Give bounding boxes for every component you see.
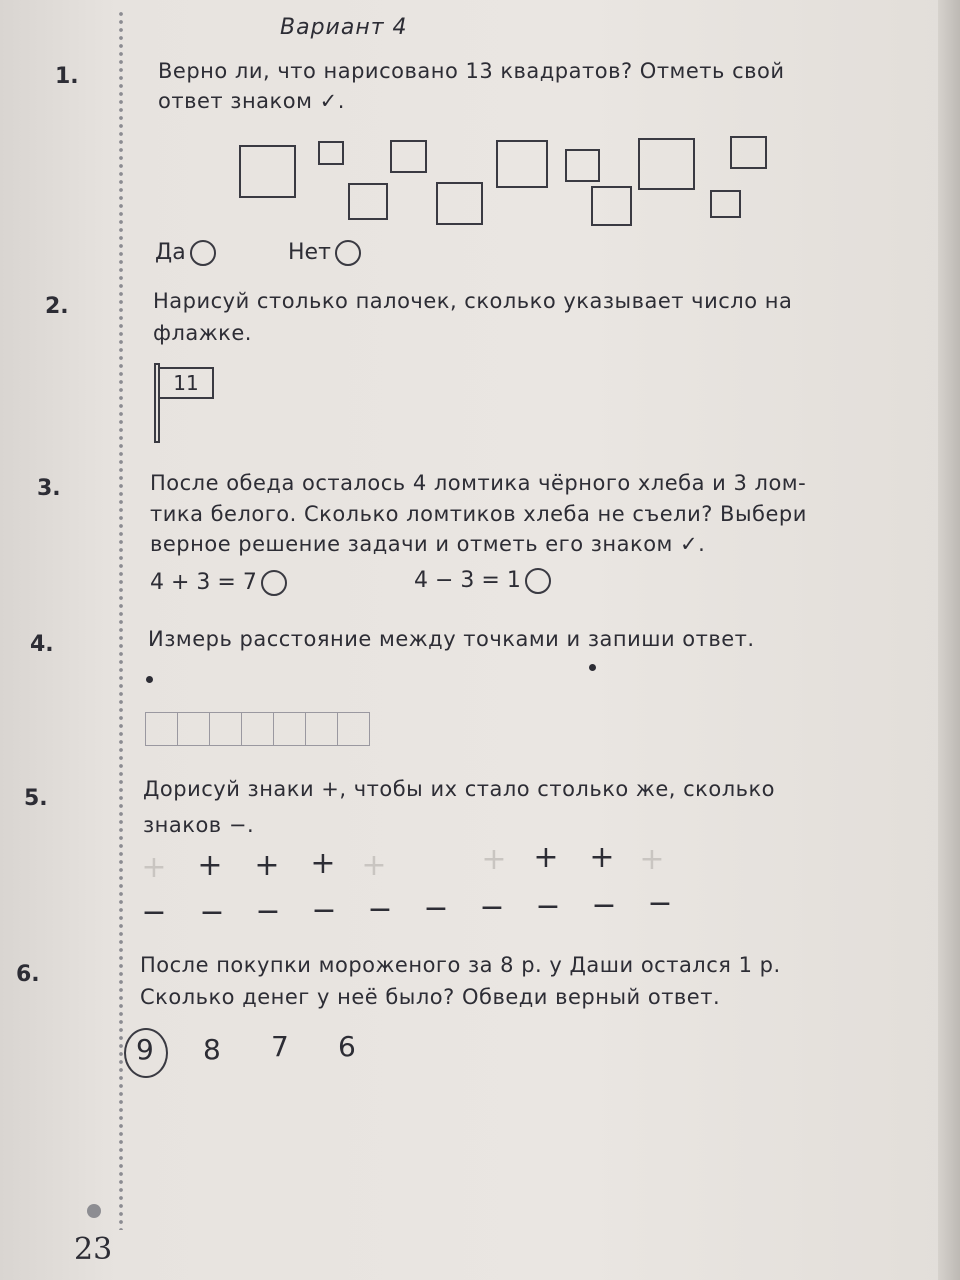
answer-cell[interactable]	[305, 712, 338, 746]
task-3-number: 3.	[37, 476, 61, 501]
square	[565, 149, 600, 182]
answer-cell[interactable]	[273, 712, 306, 746]
plus-sign-faint: +	[361, 848, 387, 883]
plus-sign-faint: +	[481, 842, 507, 877]
task-3-text-line-2: тика белого. Сколько ломтиков хлеба не съели? Выбери	[150, 502, 807, 526]
task-2-text-line-2: флажке.	[153, 321, 252, 345]
minus-sign: −	[199, 895, 225, 930]
solution-option-1-label: 4 + 3 = 7	[150, 570, 257, 595]
minus-sign: −	[311, 893, 337, 928]
task-2-number: 2.	[45, 294, 69, 319]
answer-circle[interactable]	[335, 240, 361, 266]
page-number: 23	[74, 1232, 113, 1267]
solution-option-1[interactable]	[150, 570, 287, 596]
minus-sign: −	[255, 894, 281, 929]
minus-sign: −	[367, 892, 393, 927]
task-6-text-line-2: Сколько денег у неё было? Обведи верный ответ.	[140, 985, 721, 1009]
answer-circle[interactable]	[525, 568, 551, 594]
answer-option[interactable]: 9	[136, 1033, 154, 1066]
task-2-text-line-1: Нарисуй столько палочек, сколько указывает число на	[153, 289, 793, 313]
task-1-text-line-1: Верно ли, что нарисовано 13 квадратов? Отметь свой	[158, 59, 785, 83]
plus-sign: +	[254, 848, 280, 883]
point-b	[589, 664, 596, 671]
answer-cell[interactable]	[337, 712, 370, 746]
option-no[interactable]	[288, 240, 361, 266]
task-1-number: 1.	[55, 64, 79, 89]
task-4-number: 4.	[30, 632, 54, 657]
option-yes[interactable]	[155, 240, 216, 266]
square	[239, 145, 296, 198]
task-3-text-line-3: верное решение задачи и отметь его знаком ✓.	[150, 532, 706, 556]
solution-option-2[interactable]	[414, 568, 551, 594]
square	[436, 182, 483, 225]
square	[348, 183, 388, 220]
answer-circle[interactable]	[261, 570, 287, 596]
task-6-number: 6.	[16, 962, 40, 987]
square	[638, 138, 695, 190]
answer-circle[interactable]	[190, 240, 216, 266]
page-edge	[938, 0, 960, 1280]
task-5-text-line-1: Дорисуй знаки +, чтобы их стало столько же, сколько	[143, 777, 776, 801]
plus-sign: +	[310, 846, 336, 881]
answer-cell[interactable]	[145, 712, 178, 746]
task-6-text-line-1: После покупки мороженого за 8 р. у Даши остался 1 р.	[140, 953, 781, 977]
minus-sign: −	[479, 890, 505, 925]
square	[591, 186, 632, 226]
plus-sign-faint: +	[141, 850, 167, 885]
task-5-number: 5.	[24, 786, 48, 811]
flag-number: 11	[158, 367, 214, 399]
task-5-text-line-2: знаков −.	[143, 813, 255, 837]
variant-title: Вариант 4	[280, 15, 408, 40]
point-a	[146, 676, 153, 683]
answer-cells[interactable]	[145, 712, 369, 746]
square	[318, 141, 344, 165]
answer-cell[interactable]	[241, 712, 274, 746]
plus-sign: +	[197, 848, 223, 883]
option-yes-label: Да	[155, 240, 186, 265]
task-1-text-line-2: ответ знаком ✓.	[158, 89, 345, 113]
solution-option-2-label: 4 − 3 = 1	[414, 568, 521, 593]
answer-option[interactable]: 6	[338, 1030, 356, 1063]
option-no-label: Нет	[288, 240, 331, 265]
minus-sign: −	[591, 888, 617, 923]
square	[730, 136, 767, 169]
answer-cell[interactable]	[209, 712, 242, 746]
square	[496, 140, 548, 188]
plus-sign: +	[589, 840, 615, 875]
square	[390, 140, 427, 173]
minus-sign: −	[535, 889, 561, 924]
minus-sign: −	[647, 886, 673, 921]
minus-sign: −	[141, 895, 167, 930]
task-4-text-line-1: Измерь расстояние между точками и запиши ответ.	[148, 627, 755, 651]
answer-option[interactable]: 8	[203, 1033, 221, 1066]
task-3-text-line-1: После обеда осталось 4 ломтика чёрного хлеба и 3 лом-	[150, 471, 807, 495]
answer-option[interactable]: 7	[271, 1030, 289, 1063]
answer-cell[interactable]	[177, 712, 210, 746]
minus-sign: −	[423, 891, 449, 926]
plus-sign-faint: +	[639, 842, 665, 877]
square	[710, 190, 741, 218]
margin-dot	[87, 1204, 101, 1218]
plus-sign: +	[533, 840, 559, 875]
